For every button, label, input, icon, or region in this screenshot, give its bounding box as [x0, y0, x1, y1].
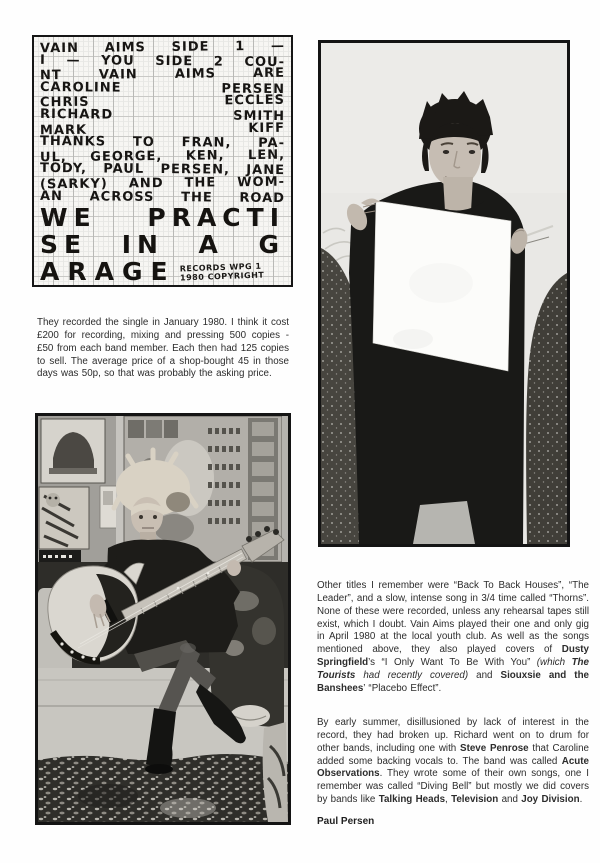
photo-man-holding-sleeve — [318, 40, 570, 547]
sleeve-text-line: NT VAIN AIMS ARE — [39, 65, 286, 84]
byline-author: Paul Persen — [317, 816, 375, 827]
sleeve-text-line: THANKS TO FRAN, PA- — [39, 134, 286, 152]
paragraph-recording-cost: They recorded the single in January 1980. I think it cost £200 for recording, mixing and pressing 500 copies - £50 from each band member. Each then had 125 copies to sell. The average price of a shop-bought 45 in those days was 50p, so that was probably the asking price. — [37, 316, 289, 380]
sleeve-big-line: SE IN A G — [40, 230, 285, 260]
blank-record-sleeve — [373, 201, 511, 371]
wall-edge — [282, 416, 288, 576]
poster-tiger — [39, 487, 89, 549]
sleeve-label-note — [179, 263, 264, 287]
sleeve-text-line: MARK KIFF — [39, 120, 286, 138]
sleeve-big-line: ARAGE — [40, 257, 176, 287]
corner-object — [263, 722, 288, 822]
sleeve-text-line: CHRIS ECCLES — [39, 93, 286, 111]
photo-man-holding-sleeve-image — [321, 43, 567, 544]
sleeve-text-line: RICHARD SMITH — [39, 106, 286, 125]
sleeve-note-line: 1980 COPYRIGHT — [179, 270, 264, 283]
shelf-label — [39, 550, 81, 564]
sleeve-text-line: I — YOU SIDE 2 COU- — [39, 52, 286, 70]
sleeve-note-line: RECORDS WPG 1 — [179, 261, 262, 274]
ground-patch — [413, 501, 475, 544]
face — [131, 497, 163, 535]
paragraph-other-titles: Other titles I remember were “Back To Back Houses”, “The Leader”, and a slow, intense song in 3/4 time called “Thorns”. None of these were recorded, unless any rehearsal tapes still exist, which I doubt. Vain Aims played their one and only gig in April 1980 at the local youth club. As well as the songs mentioned above, they also played covers of Dusty Springfield’s “I Only Want To Be With You” (which The Tourists had recently covered) and Siouxsie and the Banshees’ “Placebo Effect”. — [317, 579, 589, 695]
sleeve-big-line: WE PRACTI — [40, 203, 285, 233]
photo-bass-player-image — [38, 416, 288, 822]
man-neck — [443, 177, 473, 211]
sleeve-text-line: CAROLINE PERSEN — [39, 79, 286, 97]
fretting-hand — [227, 560, 241, 576]
sleeve-text-line: AN ACROSS THE ROAD — [39, 188, 286, 206]
sleeve-text-line: TODY, PAUL PERSEN, JANE — [39, 161, 286, 179]
poster-temple — [41, 419, 105, 483]
sleeve-text-line: VAIN AIMS SIDE 1 — — [39, 38, 286, 57]
record-sleeve-artwork — [32, 35, 293, 287]
sleeve-text-line: (SARKY) AND THE WOM- — [39, 174, 286, 193]
sleeve-big-line-row — [40, 258, 285, 285]
photo-bass-player — [35, 413, 291, 825]
paragraph-band-breakup: By early summer, disillusioned by lack of interest in the record, they had broken up. Richard went on to drum for other bands, including one with Steve Penrose that Caroline added some backing vocals to. The band was called Acute Observations. They wrote some of their own songs, one I remember was called “Diving Bell” but mostly we did covers by bands like Talking Heads, Television and Joy Division. — [317, 716, 589, 806]
sleeve-text-line: UL, GEORGE, KEN, LEN, — [39, 147, 286, 166]
